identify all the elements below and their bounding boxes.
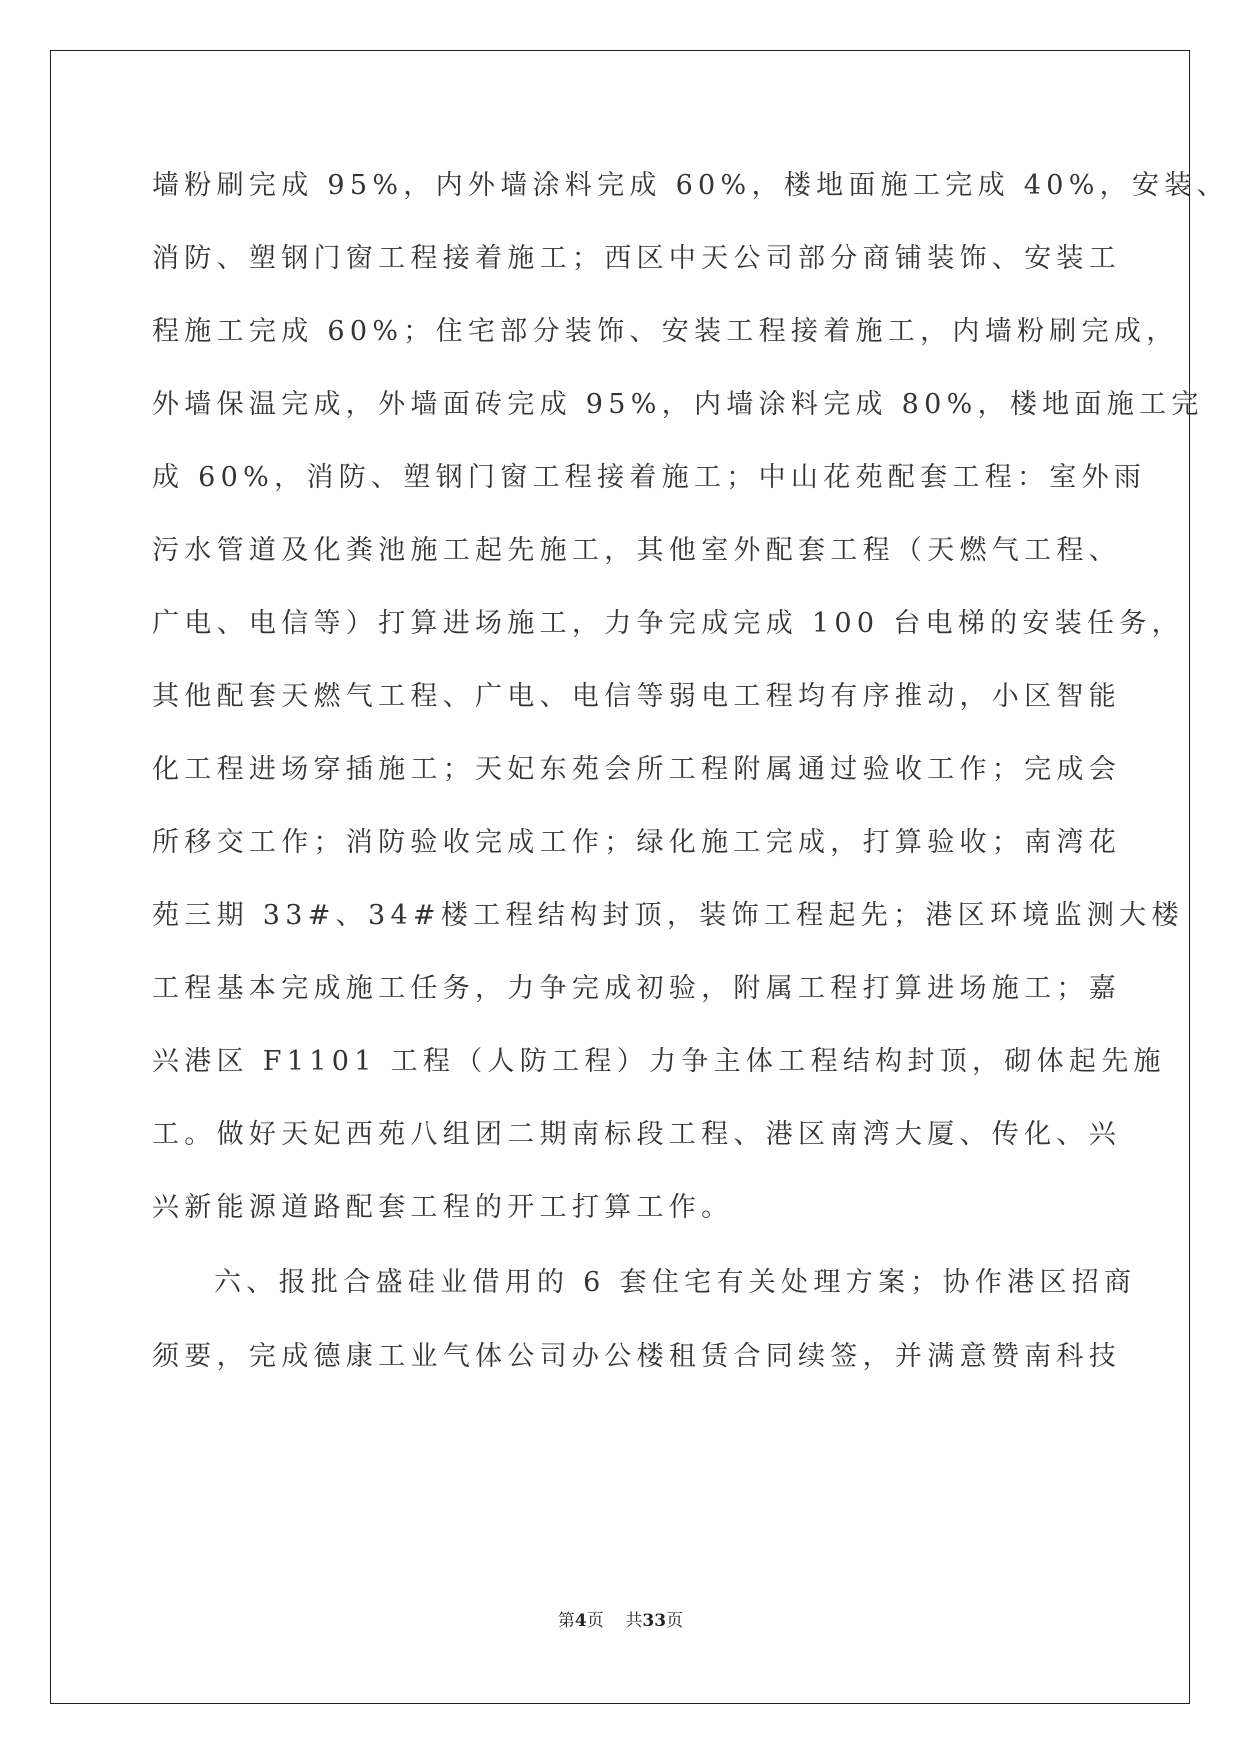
text-line: 成 60%，消防、塑钢门窗工程接着施工；中山花苑配套工程：室外雨: [152, 462, 1147, 493]
text-line: 兴新能源道路配套工程的开工打算工作。: [152, 1192, 734, 1223]
page-footer: [0, 1606, 1241, 1631]
current-page-number: 4: [574, 1611, 587, 1631]
total-pages-number: 33: [642, 1611, 667, 1631]
text-line: 须要，完成德康工业气体公司办公楼租赁合同续签，并满意赞南科技: [152, 1341, 1121, 1372]
text-line: 所移交工作；消防验收完成工作；绿化施工完成，打算验收；南湾花: [152, 827, 1121, 858]
page-suffix: 页: [666, 1611, 684, 1631]
text-line: 消防、塑钢门窗工程接着施工；西区中天公司部分商铺装饰、安装工: [152, 243, 1121, 274]
page-prefix: 第: [557, 1611, 575, 1631]
text-line: 广电、电信等）打算进场施工，力争完成完成 100 台电梯的安装任务，: [152, 608, 1184, 639]
text-line: 工。做好天妃西苑八组团二期南标段工程、港区南湾大厦、传化、兴: [152, 1119, 1121, 1150]
text-line: 其他配套天燃气工程、广电、电信等弱电工程均有序推动，小区智能: [152, 681, 1121, 712]
text-line: 化工程进场穿插施工；天妃东苑会所工程附属通过验收工作；完成会: [152, 754, 1121, 785]
text-line: 工程基本完成施工任务，力争完成初验，附属工程打算进场施工；嘉: [152, 973, 1121, 1004]
page-mid: 页 共: [586, 1611, 643, 1631]
paragraph-start-line: 六、报批合盛硅业借用的 6 套住宅有关处理方案；协作港区招商: [214, 1267, 1137, 1298]
text-line: 苑三期 33#、34#楼工程结构封顶，装饰工程起先；港区环境监测大楼: [152, 900, 1184, 931]
text-line: 墙粉刷完成 95%，内外墙涂料完成 60%，楼地面施工完成 40%，安装、: [152, 170, 1229, 201]
text-line: 兴港区 F1101 工程（人防工程）力争主体工程结构封顶，砌体起先施: [152, 1046, 1166, 1077]
text-line: 污水管道及化粪池施工起先施工，其他室外配套工程（天燃气工程、: [152, 535, 1121, 566]
text-line: 外墙保温完成，外墙面砖完成 95%，内墙涂料完成 80%，楼地面施工完: [152, 389, 1204, 420]
text-line: 程施工完成 60%；住宅部分装饰、安装工程接着施工，内墙粉刷完成，: [152, 316, 1179, 347]
page-border: [50, 50, 1190, 1704]
